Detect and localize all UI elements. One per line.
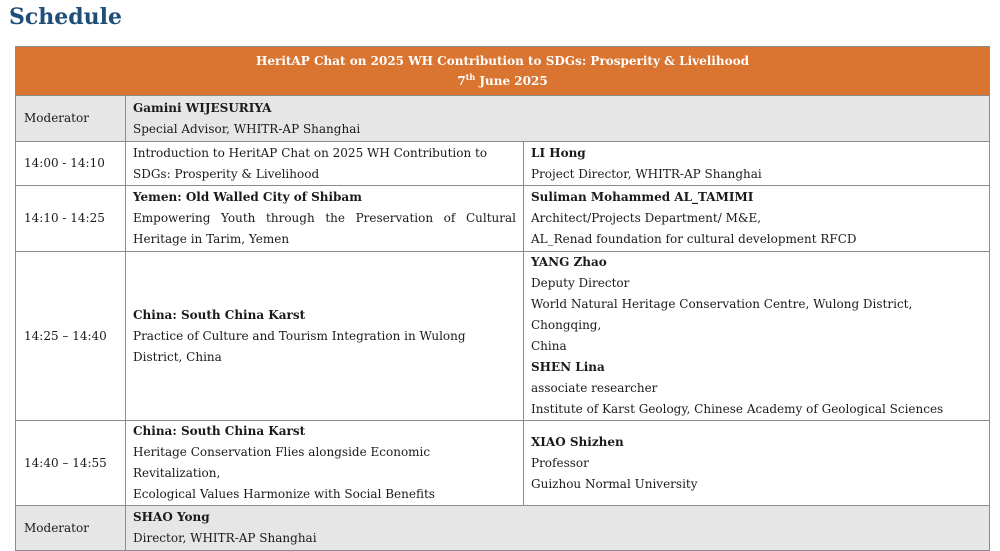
speaker-cell xyxy=(524,252,990,421)
speaker-name: SHEN Lina xyxy=(531,360,605,374)
speaker-role: Architect/Projects Department/ M&E, xyxy=(531,211,762,225)
topic-text: District, China xyxy=(133,349,222,364)
moderator-label: Moderator xyxy=(16,96,126,142)
speaker-name: YANG Zhao xyxy=(531,255,607,269)
topic-text: Ecological Values Harmonize with Social Benefits xyxy=(133,487,435,501)
speaker-cell xyxy=(524,421,990,506)
moderator-title: Director, WHITR-AP Shanghai xyxy=(133,531,317,545)
topic-cell xyxy=(126,186,524,252)
time-cell: 14:00 - 14:10 xyxy=(16,142,126,186)
table-row xyxy=(16,252,990,421)
event-title: HeritAP Chat on 2025 WH Contribution to SDGs: Prosperity & Livelihood xyxy=(256,54,749,68)
site-name: China: South China Karst xyxy=(133,307,306,322)
topic-cell xyxy=(126,421,524,506)
speaker-affiliation: Guizhou Normal University xyxy=(531,476,698,491)
topic-text: Heritage Conservation Flies alongside Economic Revitalization, xyxy=(133,445,431,480)
table-header-cell xyxy=(16,47,990,96)
speaker-affiliation: China xyxy=(531,339,567,353)
time-cell: 14:25 – 14:40 xyxy=(16,252,126,421)
table-row xyxy=(16,421,990,506)
moderator-name: SHAO Yong xyxy=(133,510,210,524)
moderator-cell xyxy=(126,96,990,142)
speaker-name: XIAO Shizhen xyxy=(531,434,624,449)
topic-text: Empowering Youth through the Preservation of Cultural xyxy=(133,211,516,225)
speaker-role: associate researcher xyxy=(531,381,658,395)
table-row-moderator-opening xyxy=(16,96,990,142)
table-row xyxy=(16,186,990,252)
event-date: 7th June 2025 xyxy=(457,72,548,88)
speaker-name: LI Hong xyxy=(531,145,586,160)
page-title: Schedule xyxy=(9,4,123,30)
time-cell: 14:10 - 14:25 xyxy=(16,186,126,252)
schedule-table xyxy=(15,46,990,551)
speaker-role: Deputy Director xyxy=(531,276,630,290)
topic-text: Heritage in Tarim, Yemen xyxy=(133,232,290,246)
speaker-affiliation: Institute of Karst Geology, Chinese Academy of Geological Sciences xyxy=(531,402,944,416)
speaker-cell xyxy=(524,186,990,252)
topic-text: Introduction to HeritAP Chat on 2025 WH Contribution to xyxy=(133,145,488,160)
speaker-cell xyxy=(524,142,990,186)
site-name: China: South China Karst xyxy=(133,424,306,438)
speaker-role: Project Director, WHITR-AP Shanghai xyxy=(531,166,762,181)
moderator-label: Moderator xyxy=(16,506,126,551)
moderator-cell xyxy=(126,506,990,551)
speaker-name: Suliman Mohammed AL_TAMIMI xyxy=(531,190,754,204)
speaker-affiliation: AL_Renad foundation for cultural development RFCD xyxy=(531,232,857,246)
speaker-affiliation: World Natural Heritage Conservation Centre, Wulong District, Chongqing, xyxy=(531,297,913,332)
moderator-title: Special Advisor, WHITR-AP Shanghai xyxy=(133,121,361,136)
speaker-role: Professor xyxy=(531,455,589,470)
topic-cell xyxy=(126,142,524,186)
table-row xyxy=(16,142,990,186)
moderator-name: Gamini WIJESURIYA xyxy=(133,100,272,115)
site-name: Yemen: Old Walled City of Shibam xyxy=(133,190,362,204)
table-header-row xyxy=(16,47,990,96)
topic-text: SDGs: Prosperity & Livelihood xyxy=(133,166,320,181)
time-cell: 14:40 – 14:55 xyxy=(16,421,126,506)
topic-cell xyxy=(126,252,524,421)
table-row-moderator-closing xyxy=(16,506,990,551)
topic-text: Practice of Culture and Tourism Integration in Wulong xyxy=(133,328,466,343)
